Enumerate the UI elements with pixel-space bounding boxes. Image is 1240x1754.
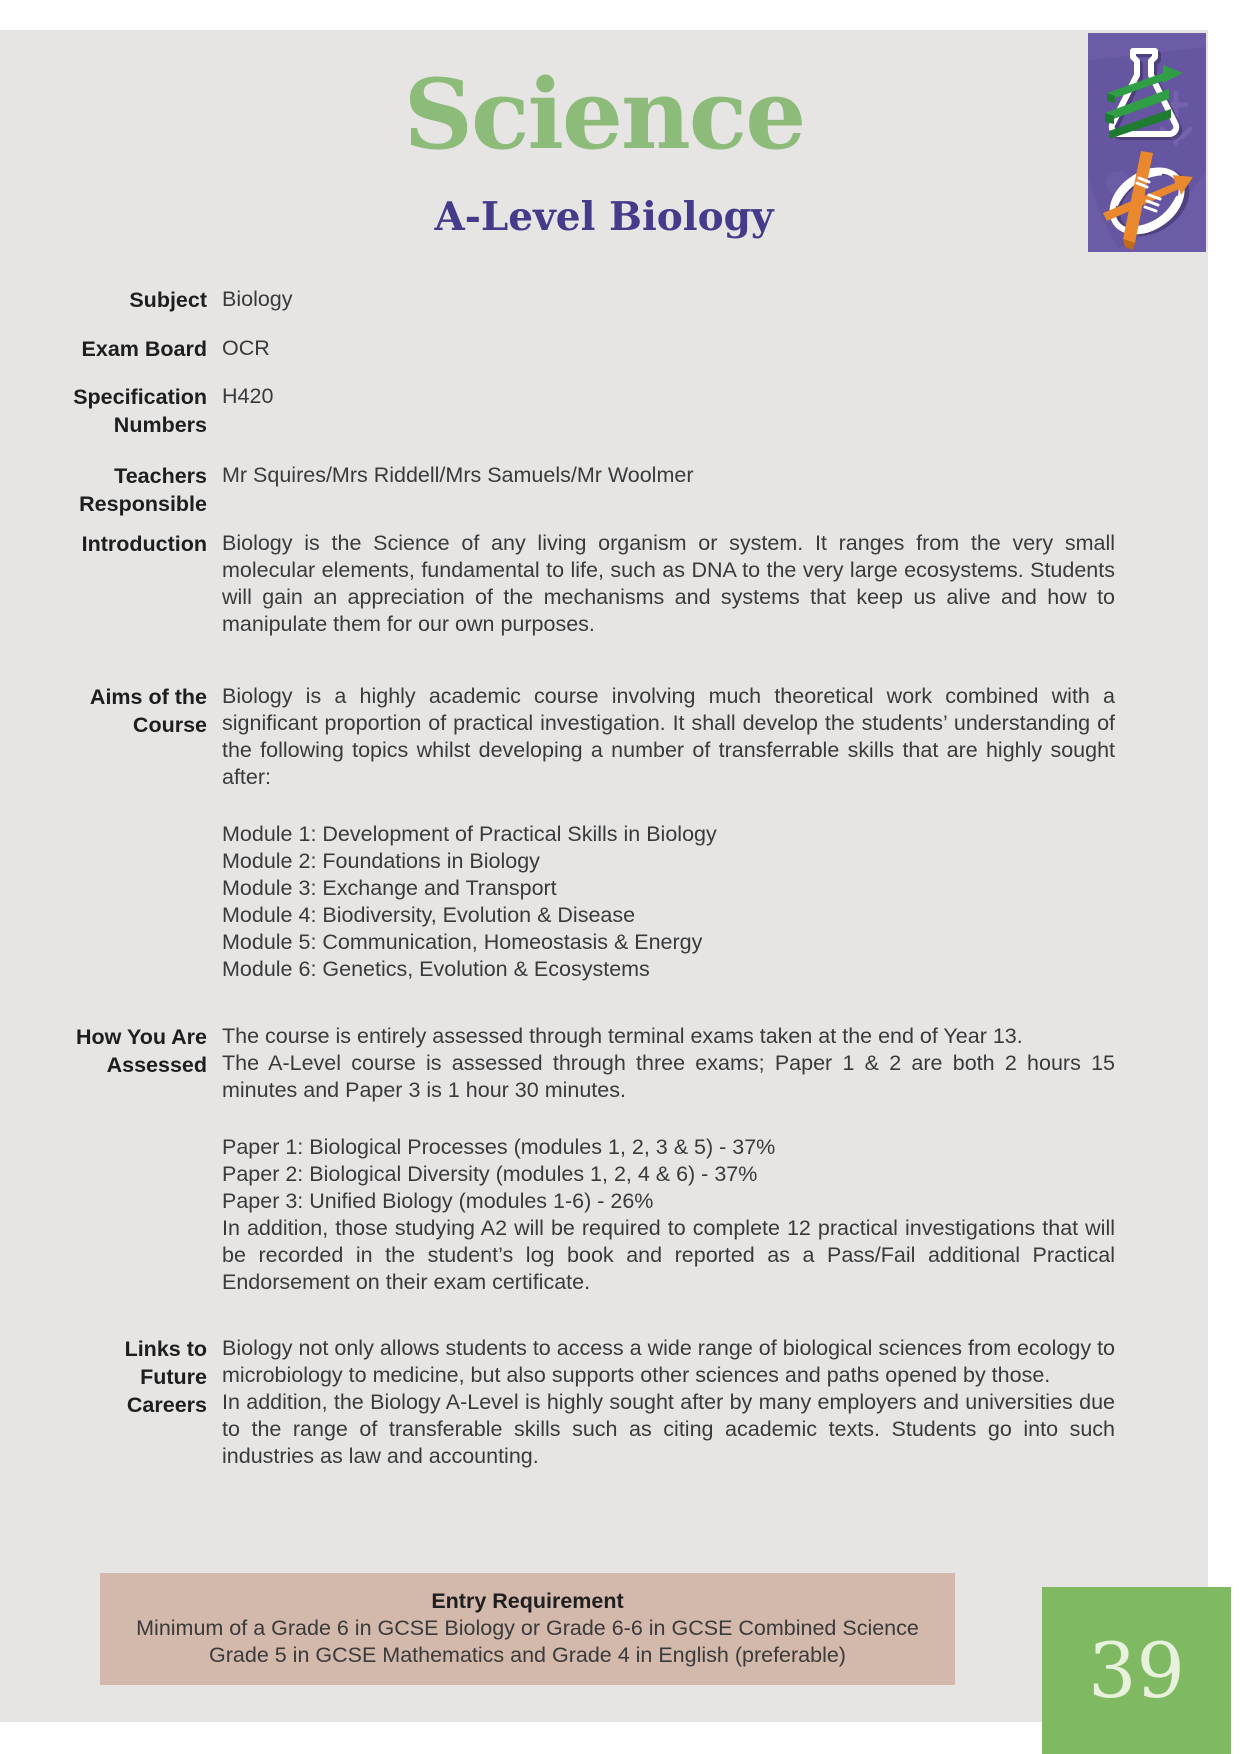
entry-requirement-box [100,1573,955,1685]
field-subject [60,286,1115,314]
field-label: Aims of the Course [89,685,207,737]
page-number: 39 [1088,1625,1185,1715]
page-title: Science [403,58,805,171]
module-list [222,821,1115,983]
paragraph: Biology not only allows students to access a wide range of biological sciences from ecology to microbiology to medicine, but also supports other sciences and paths opened by those. [222,1336,1115,1387]
paragraph: The course is entirely assessed through terminal exams taken at the end of Year 13. [222,1024,1023,1048]
page-number-box [1042,1587,1231,1754]
field-value: Biology [222,287,293,311]
entry-requirement-line: Minimum of a Grade 6 in GCSE Biology or Grade 6-6 in GCSE Combined Science [136,1616,919,1640]
field-label: How You Are Assessed [75,1025,207,1077]
section-how-you-are-assessed [60,1023,1115,1296]
course-details [60,286,1115,1470]
section-links-to-future-careers [60,1335,1115,1470]
field-teachers-responsible [60,462,1115,518]
field-label: Links to Future Careers [124,1337,207,1417]
field-label: Teachers Responsible [79,464,207,516]
field-exam-board [60,335,1115,363]
field-label: Introduction [81,532,207,556]
module-line: Module 6: Genetics, Evolution & Ecosystems [222,957,650,981]
paragraph: The A-Level course is assessed through three exams; Paper 1 & 2 are both 2 hours 15 minutes and Paper 3 is 1 hour 30 minutes. [222,1051,1115,1102]
course-subtitle: A-Level Biology [434,194,774,240]
section-introduction [60,530,1115,638]
paper-line: Paper 3: Unified Biology (modules 1-6) - 26% [222,1189,654,1213]
field-value: H420 [222,384,274,408]
field-specification-numbers [60,383,1115,439]
module-line: Module 2: Foundations in Biology [222,849,540,873]
paper-list [222,1134,1115,1215]
field-value: Mr Squires/Mrs Riddell/Mrs Samuels/Mr Woolmer [222,463,694,487]
module-line: Module 1: Development of Practical Skills in Biology [222,822,717,846]
entry-requirement-line: Grade 5 in GCSE Mathematics and Grade 4 in English (preferable) [209,1643,846,1667]
school-logo [1088,33,1206,252]
paragraph: In addition, those studying A2 will be required to complete 12 practical investigations that will be recorded in the student’s log book and reported as a Pass/Fail additional Practical Endorsement on their exam certificate. [222,1216,1115,1294]
field-label: Specification Numbers [73,385,207,437]
paragraph: Biology is a highly academic course involving much theoretical work combined with a significant proportion of practical investigation. It shall develop the students’ understanding of the following topics whilst developing a number of transferrable skills that are highly sought after: [222,684,1115,789]
module-line: Module 3: Exchange and Transport [222,876,557,900]
field-label: Subject [129,288,207,312]
module-line: Module 4: Biodiversity, Evolution & Disease [222,903,636,927]
paper-line: Paper 1: Biological Processes (modules 1, 2, 3 & 5) - 37% [222,1135,776,1159]
field-label: Exam Board [81,337,207,361]
field-value: OCR [222,336,270,360]
paragraph: Biology is the Science of any living organism or system. It ranges from the very small molecular elements, fundamental to life, such as DNA to the very large ecosystems. Students will gain an appreciation of the mechanisms and systems that keep us alive and how to manipulate them for our own purposes. [222,531,1115,636]
section-aims-of-the-course [60,683,1115,983]
paper-line: Paper 2: Biological Diversity (modules 1, 2, 4 & 6) - 37% [222,1162,758,1186]
paragraph: In addition, the Biology A-Level is highly sought after by many employers and universities due to the range of transferable skills such as citing academic texts. Students go into such industries as law and accounting. [222,1390,1115,1468]
entry-requirement-title: Entry Requirement [431,1589,624,1613]
module-line: Module 5: Communication, Homeostasis & Energy [222,930,703,954]
